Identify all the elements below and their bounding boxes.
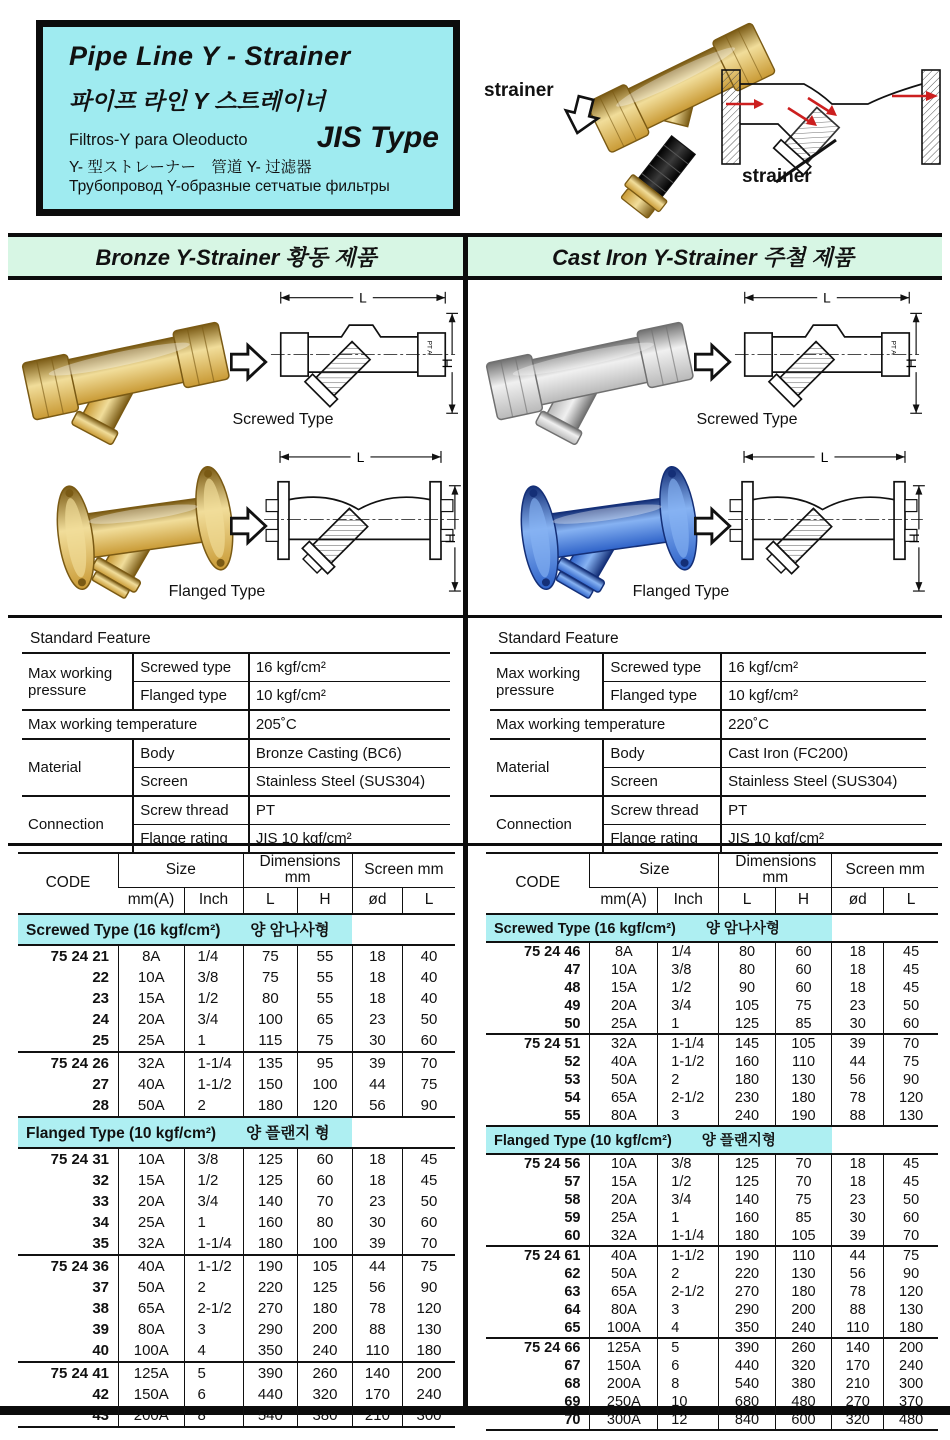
code-cell: 75 24 41 [18, 1362, 119, 1384]
table-row: 75 24 51 32A 1-1/4 145 105 39 70 [486, 1034, 938, 1053]
code-cell: 58 [564, 1191, 581, 1208]
code-cell: 35 [92, 1234, 109, 1252]
code-cell: 70 [564, 1411, 581, 1428]
type-band-label: Flanged Type (10 kgf/cm²) [494, 1133, 672, 1150]
subtitle-spanish: Filtros-Y para Oleoducto [69, 131, 248, 149]
table-row: 75 24 61 40A 1-1/2 190 110 44 75 [486, 1246, 938, 1265]
table-row: 57 15A 1/2 125 70 18 45 [486, 1173, 938, 1191]
col-subheader: mm(A) [590, 887, 658, 914]
table-row: 35 32A 1-1/4 180 100 39 70 [18, 1233, 455, 1255]
table-row: 59 25A 1 160 85 30 60 [486, 1209, 938, 1227]
col-subheader: H [775, 887, 832, 914]
code-cell: 22 [92, 968, 109, 986]
arrow-right-icon [694, 342, 732, 382]
strainer-photo-label: strainer [484, 80, 554, 101]
table-row: 65 100A 4 350 240 110 180 [486, 1319, 938, 1338]
table-row: 68 200A 8 540 380 210 300 [486, 1375, 938, 1393]
table-row: 75 24 66 125A 5 390 260 140 200 [486, 1338, 938, 1357]
col-subheader: L [243, 887, 298, 914]
bronze-column [8, 280, 464, 1424]
col-header-screen: Screen mm [352, 853, 455, 887]
svg-text:L: L [820, 448, 829, 465]
col-subheader: Inch [184, 887, 243, 914]
col-header-dimensions: Dimensions mm [719, 853, 832, 887]
svg-text:PT A: PT A [425, 340, 433, 355]
table-row: 67 150A 6 440 320 170 240 [486, 1357, 938, 1375]
cast-iron-screwed-caption: Screwed Type [696, 411, 798, 428]
type-band-korean: 양 암나사형 [250, 922, 330, 940]
table-row: 28 50A 2 180 120 56 90 [18, 1095, 455, 1117]
type-band-row [486, 1126, 938, 1154]
col-header-code: CODE [486, 853, 590, 914]
table-row: 49 20A 3/4 105 75 23 50 [486, 997, 938, 1015]
table-row: 52 40A 1-1/2 160 110 44 75 [486, 1053, 938, 1071]
col-subheader: Inch [658, 887, 719, 914]
feature-label: Connection [490, 796, 603, 853]
cast-iron-section-title: Cast Iron Y-Strainer 주철 제품 [552, 245, 854, 270]
table-row: 62 50A 2 220 130 56 90 [486, 1265, 938, 1283]
code-cell: 63 [564, 1283, 581, 1300]
table-row: 60 32A 1-1/4 180 105 39 70 [486, 1227, 938, 1246]
code-cell: 75 24 61 [486, 1246, 590, 1265]
code-cell: 64 [564, 1301, 581, 1318]
table-row: 43 200A 8 540 380 210 300 [18, 1405, 455, 1427]
feature-label: Material [22, 739, 133, 796]
subtitle-japanese-chinese: Y- 型ストレーナー 管道 Y- 过滤器 [69, 159, 312, 176]
table-row: 22 10A 3/8 75 55 18 40 [18, 967, 455, 988]
cast-iron-screwed-drawing [728, 284, 926, 426]
code-cell: 33 [92, 1192, 109, 1210]
table-row: 55 80A 3 240 190 88 130 [486, 1107, 938, 1126]
code-cell: 42 [92, 1385, 109, 1403]
code-cell: 37 [92, 1278, 109, 1296]
col-header-size: Size [119, 853, 244, 887]
svg-text:H: H [441, 533, 458, 544]
code-cell: 34 [92, 1213, 109, 1231]
table-row: 75 24 21 8A 1/4 75 55 18 40 [18, 945, 455, 967]
bronze-data-table [18, 852, 455, 1428]
cast-iron-standard-feature-grid: Max working pressure Screwed type 16 kgf/cm² Flanged type 10 kgf/cm² Max working temperature 220˚C Material Body Cast Iron (FC200) Screen Stainless Steel (SUS304) Connection Screw thread PT Flange rating JIS 10 kgf/cm² [490, 652, 926, 854]
type-band-row [486, 914, 938, 942]
code-cell: 75 24 46 [486, 942, 590, 961]
table-row: 53 50A 2 180 130 56 90 [486, 1071, 938, 1089]
code-cell: 55 [564, 1107, 581, 1124]
code-cell: 59 [564, 1209, 581, 1226]
code-cell: 75 24 56 [486, 1154, 590, 1173]
code-cell: 23 [92, 989, 109, 1007]
col-header-screen: Screen mm [832, 853, 938, 887]
code-cell: 68 [564, 1375, 581, 1392]
code-cell: 57 [564, 1173, 581, 1190]
cast-iron-data-table [486, 852, 938, 1431]
bronze-flanged-drawing [260, 444, 464, 598]
table-row: 75 24 26 32A 1-1/4 135 95 39 70 [18, 1052, 455, 1074]
table-row: 64 80A 3 290 200 88 130 [486, 1301, 938, 1319]
code-cell: 52 [564, 1053, 581, 1070]
cast-iron-column [472, 280, 942, 1428]
type-band-korean: 양 암나사형 [705, 921, 780, 938]
cast-iron-feature-title: Standard Feature [498, 630, 619, 647]
feature-label: Max working pressure [22, 653, 133, 710]
svg-text:L: L [356, 448, 365, 465]
col-header-dimensions: Dimensions mm [243, 853, 352, 887]
table-row: 33 20A 3/4 140 70 23 50 [18, 1191, 455, 1212]
code-cell: 48 [564, 979, 581, 996]
table-row: 34 25A 1 160 80 30 60 [18, 1212, 455, 1233]
feature-label: Max working temperature [490, 710, 721, 739]
cast-iron-flanged-caption: Flanged Type [632, 583, 730, 600]
table-row: 24 20A 3/4 100 65 23 50 [18, 1009, 455, 1030]
strainer-diagram-label: strainer [742, 166, 812, 187]
code-cell: 65 [564, 1319, 581, 1336]
table-row: 63 65A 2-1/2 270 180 78 120 [486, 1283, 938, 1301]
col-subheader: ød [832, 887, 884, 914]
cast-iron-flanged-drawing [724, 444, 928, 598]
svg-text:H: H [440, 358, 456, 369]
feature-label: Max working temperature [22, 710, 249, 739]
table-row: 75 24 36 40A 1-1/2 190 105 44 75 [18, 1255, 455, 1277]
code-cell: 40 [92, 1341, 109, 1359]
table-row: 42 150A 6 440 320 170 240 [18, 1384, 455, 1405]
svg-text:L: L [359, 290, 367, 306]
page-title-korean: 파이프 라인 Y 스트레이너 [69, 88, 326, 114]
code-cell: 38 [92, 1299, 109, 1317]
svg-text:H: H [904, 358, 920, 369]
bronze-feature-title: Standard Feature [30, 630, 151, 647]
table-row: 75 24 41 125A 5 390 260 140 200 [18, 1362, 455, 1384]
type-band-label: Screwed Type (16 kgf/cm²) [494, 921, 676, 938]
code-cell: 47 [564, 961, 581, 978]
code-cell: 75 24 26 [18, 1052, 119, 1074]
code-cell: 25 [92, 1031, 109, 1049]
bronze-size-table [18, 852, 455, 1428]
type-band-label: Flanged Type (10 kgf/cm²) [26, 1125, 217, 1143]
type-band-row [18, 914, 455, 945]
code-cell: 50 [564, 1015, 581, 1032]
table-row: 58 20A 3/4 140 75 23 50 [486, 1191, 938, 1209]
code-cell: 75 24 36 [18, 1255, 119, 1277]
svg-text:H: H [905, 533, 922, 544]
col-subheader: mm(A) [119, 887, 185, 914]
cast-iron-feature-table [490, 652, 926, 854]
type-band-row [18, 1117, 455, 1148]
table-row: 32 15A 1/2 125 60 18 45 [18, 1170, 455, 1191]
feature-label: Connection [22, 796, 133, 853]
section-header-band [8, 233, 942, 280]
col-subheader: L [884, 887, 938, 914]
table-row: 70 300A 12 840 600 320 480 [486, 1411, 938, 1430]
code-cell: 53 [564, 1071, 581, 1088]
table-row: 23 15A 1/2 80 55 18 40 [18, 988, 455, 1009]
code-cell: 28 [92, 1096, 109, 1114]
bronze-standard-feature-grid: Max working pressure Screwed type 16 kgf/cm² Flanged type 10 kgf/cm² Max working temperature 205˚C Material Body Bronze Casting (BC6) Screen Stainless Steel (SUS304) Connection Screw thread PT Flange rating JIS 10 kgf/cm² [22, 652, 450, 854]
code-cell: 75 24 21 [18, 945, 119, 967]
code-cell: 69 [564, 1393, 581, 1410]
table-row: 27 40A 1-1/2 150 100 44 75 [18, 1074, 455, 1095]
svg-text:PT A: PT A [889, 340, 897, 355]
table-row: 40 100A 4 350 240 110 180 [18, 1340, 455, 1362]
table-row: 48 15A 1/2 90 60 18 45 [486, 979, 938, 997]
feature-label: Max working pressure [490, 653, 603, 710]
col-subheader: L [719, 887, 776, 914]
table-row: 25 25A 1 115 75 30 60 [18, 1030, 455, 1052]
table-row: 47 10A 3/8 80 60 18 45 [486, 961, 938, 979]
bronze-section-title: Bronze Y-Strainer 황동 제품 [95, 245, 377, 270]
code-cell: 43 [92, 1406, 109, 1424]
code-cell: 75 24 31 [18, 1148, 119, 1170]
code-cell: 27 [92, 1075, 109, 1093]
page-title: Pipe Line Y - Strainer [69, 41, 351, 71]
col-subheader: L [403, 887, 455, 914]
bronze-screwed-drawing [264, 284, 462, 426]
table-row: 38 65A 2-1/2 270 180 78 120 [18, 1298, 455, 1319]
col-header-code: CODE [18, 853, 119, 914]
table-row: 75 24 31 10A 3/8 125 60 18 45 [18, 1148, 455, 1170]
col-header-size: Size [590, 853, 719, 887]
code-cell: 54 [564, 1089, 581, 1106]
code-cell: 39 [92, 1320, 109, 1338]
code-cell: 75 24 66 [486, 1338, 590, 1357]
subtitle-russian: Трубопровод Y-образные сетчатые фильтры [69, 178, 390, 195]
bronze-screwed-caption: Screwed Type [232, 411, 334, 428]
table-row: 37 50A 2 220 125 56 90 [18, 1277, 455, 1298]
type-band-korean: 양 플랜지 형 [246, 1125, 330, 1143]
table-row: 69 250A 10 680 480 270 370 [486, 1393, 938, 1411]
code-cell: 62 [564, 1265, 581, 1282]
table-row: 75 24 56 10A 3/8 125 70 18 45 [486, 1154, 938, 1173]
table-row: 75 24 46 8A 1/4 80 60 18 45 [486, 942, 938, 961]
type-band-label: Screwed Type (16 kgf/cm²) [26, 922, 221, 940]
code-cell: 67 [564, 1357, 581, 1374]
code-cell: 49 [564, 997, 581, 1014]
table-row: 54 65A 2-1/2 230 180 78 120 [486, 1089, 938, 1107]
feature-label: Material [490, 739, 603, 796]
code-cell: 60 [564, 1227, 581, 1244]
bronze-feature-table [22, 652, 450, 854]
title-box [36, 20, 460, 216]
table-row: 39 80A 3 290 200 88 130 [18, 1319, 455, 1340]
svg-text:L: L [823, 290, 831, 306]
code-cell: 24 [92, 1010, 109, 1028]
cast-iron-size-table [486, 852, 938, 1431]
col-subheader: ød [352, 887, 402, 914]
arrow-right-icon [230, 342, 268, 382]
jis-type-label: JIS Type [316, 121, 439, 154]
code-cell: 75 24 51 [486, 1034, 590, 1053]
col-subheader: H [298, 887, 353, 914]
type-band-korean: 양 플랜지형 [701, 1133, 776, 1150]
table-row: 50 25A 1 125 85 30 60 [486, 1015, 938, 1034]
bronze-flanged-caption: Flanged Type [168, 583, 266, 600]
code-cell: 32 [92, 1171, 109, 1189]
